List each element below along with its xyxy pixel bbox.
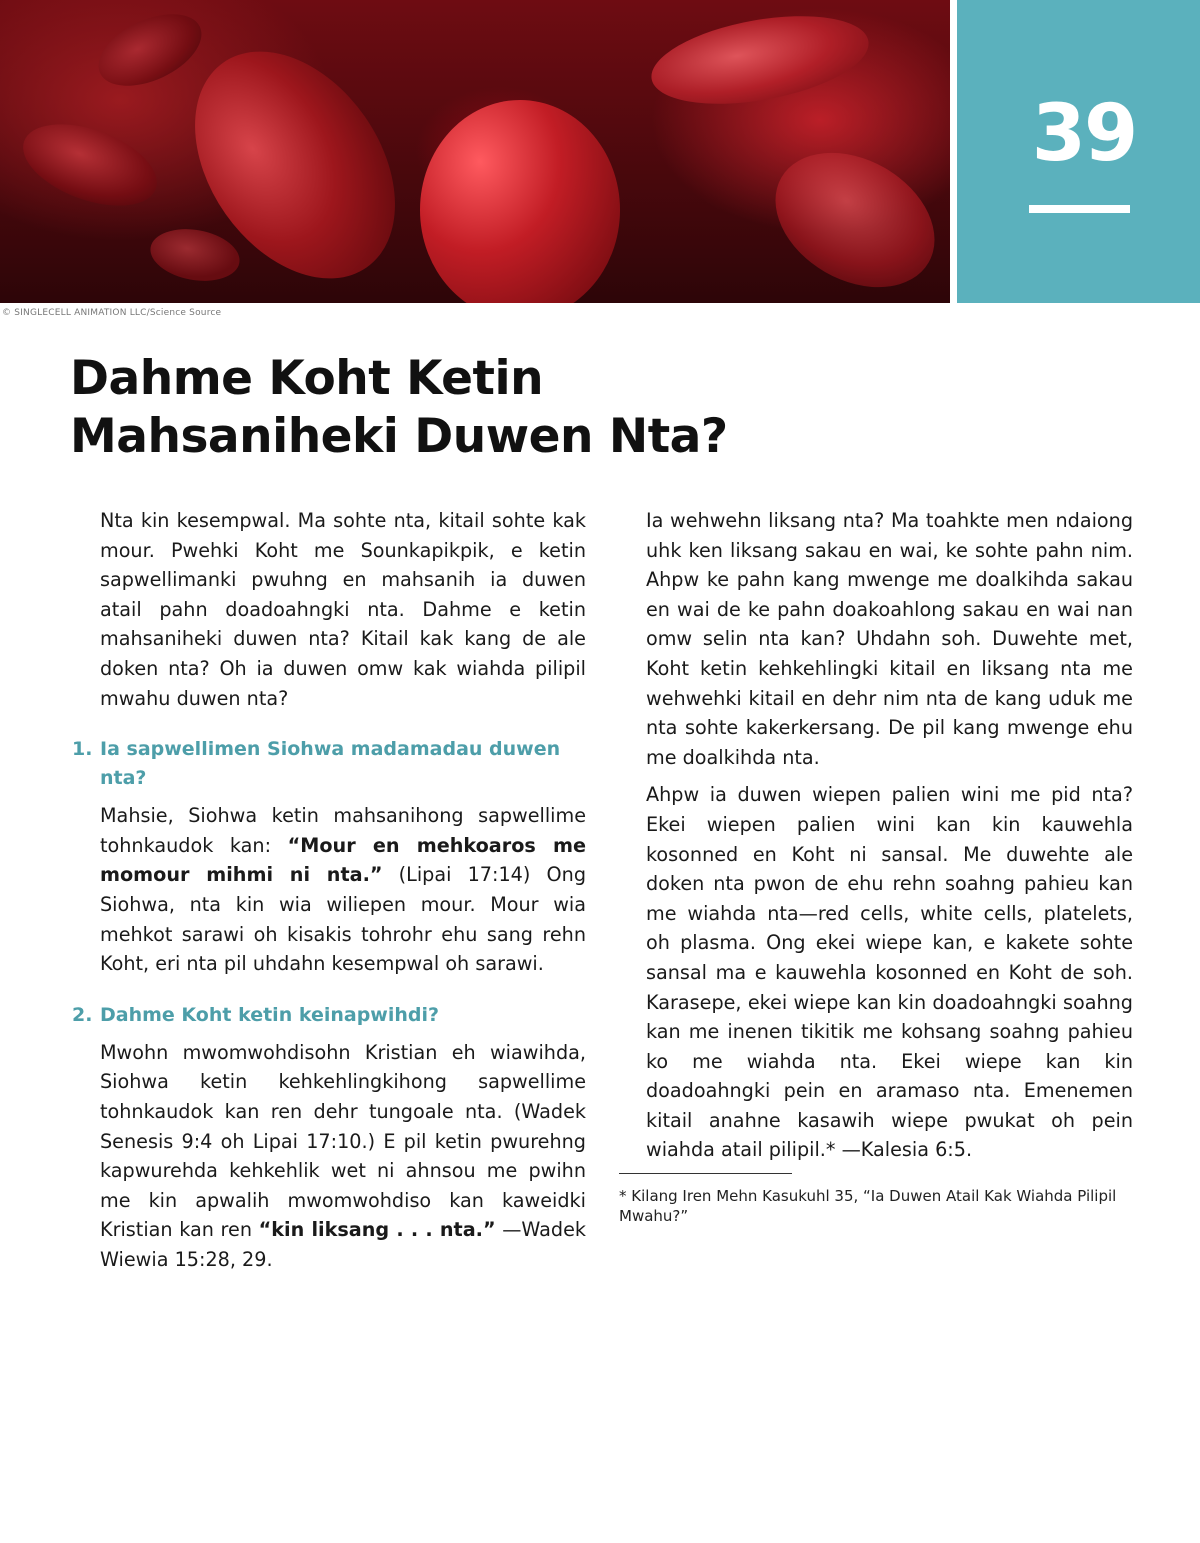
question-1-heading bbox=[72, 735, 586, 793]
section-1-text-a: Mahsie, Siohwa ketin mahsanihong sapwellime tohnkaudok kan: bbox=[100, 804, 586, 857]
intro-paragraph: Nta kin kesempwal. Ma sohte nta, kitail sohte kak mour. Pwehki Koht me Sounkapikpik, e ketin sapwellimanki pwuhng en mahsanih ia duwen atail pahn doadoahngki nta. Dahme e ketin mahsaniheki duwen nta? Kitail kak kang de ale doken nta? Oh ia duwen omw kak wiahda pilipil mwahu duwen nta? bbox=[100, 509, 586, 710]
section-2-quote: “kin liksang . . . nta.” bbox=[258, 1218, 496, 1242]
section-2-paragraph bbox=[100, 1038, 586, 1275]
hero-image bbox=[0, 0, 950, 303]
photo-credit: © SINGLECELL ANIMATION LLC/Science Source bbox=[2, 308, 222, 318]
lesson-number: 39 bbox=[1031, 89, 1137, 179]
lesson-number-box bbox=[957, 0, 1200, 303]
footnote: * Kilang Iren Mehn Kasukuhl 35, “Ia Duwen Atail Kak Wiahda Pilipil Mwahu?” bbox=[619, 1187, 1117, 1225]
blood-cell bbox=[751, 126, 950, 303]
question-2-number: 2. bbox=[72, 1003, 93, 1026]
blood-cell bbox=[645, 2, 876, 119]
lesson-number-underline bbox=[1029, 205, 1130, 213]
section-2-text-a: Mwohn mwomwohdisohn Kristian eh wiawihda, Siohwa ketin kehkehlingkihong sapwellime tohnkaudok kan ren dehr tungoale nta. (Wadek Senesis 9:4 oh Lipai 17:10.) E pil ketin pwurehng kapwurehda kehkehlik wet ni ahnsou me pwihn me kin apwalih mwomwohdiso kan kaweidki Kristian kan ren bbox=[100, 1040, 586, 1242]
title-line-1: Dahme Koht Ketin bbox=[70, 351, 544, 406]
title-line-2: Mahsaniheki Duwen Nta? bbox=[70, 409, 728, 464]
question-1-number: 1. bbox=[72, 738, 93, 761]
blood-cell bbox=[12, 108, 167, 222]
question-2-heading bbox=[72, 1001, 586, 1030]
footnote-divider bbox=[619, 1173, 792, 1174]
section-1-text-b: (Lipai 17:14) Ong Siohwa, nta kin wia wiliepen mour. Mour wia mehkot sarawi oh kisakis tohrohr ehu sang rehn Koht, eri nta pil uhdahn kesempwal oh sarawi. bbox=[100, 863, 586, 976]
blood-cell bbox=[87, 0, 212, 100]
blood-cell bbox=[146, 223, 243, 288]
right-paragraph-2: Ahpw ia duwen wiepen palien wini me pid nta? Ekei wiepen palien wini kan kin kauwehla kosonned en Koht ni sansal. Me duwehte ale doken nta pwon de ehu rehn soahng pahieu kan me wiahda nta—red cells, white cells, platelets, oh plasma. Ong ekei wiepe kan, e kakete sohte sansal ma e kauwehla kosonned en Koht de soh. Karasepe, ekei wiepe kan kin doadoahngki soahng kan me inenen tikitik me kohsang soahng pahieu ko me wiahda nta. Ekei wiepe kan kin doadoahngki pein en aramaso nta. Emenemen kitail anahne kasawih wiepe pwukat oh pein wiahda atail pilipil.* —Kalesia 6:5. bbox=[646, 783, 1133, 1162]
section-1-quote: “Mour en mehkoaros me momour mihmi ni nta.” bbox=[100, 833, 586, 887]
page-title bbox=[70, 350, 970, 466]
section-1-paragraph bbox=[100, 801, 586, 979]
left-column bbox=[72, 506, 587, 1282]
section-2-text-b: —Wadek Wiewia 15:28, 29. bbox=[100, 1218, 587, 1271]
question-2-text: Dahme Koht ketin keinapwihdi? bbox=[100, 1003, 440, 1026]
blood-cell bbox=[420, 100, 620, 303]
question-1-text: Ia sapwellimen Siohwa madamadau duwen nta? bbox=[100, 738, 561, 790]
right-column bbox=[646, 506, 1133, 1173]
right-paragraph-1: Ia wehwehn liksang nta? Ma toahkte men ndaiong uhk ken liksang sakau en wai, ke sohte pahn nim. Ahpw ke pahn kang mwenge me doalkihda sakau en wai de ke pahn doakoahlong sakau en wai nan omw selin nta kan? Uhdahn soh. Duwehte met, Koht ketin kehkehlingki kitail en liksang nta me wehwehki kitail en dehr nim nta de kang uduk me nta sohte kakerkersang. De pil kang mwenge ehu me doalkihda nta. bbox=[646, 509, 1133, 769]
